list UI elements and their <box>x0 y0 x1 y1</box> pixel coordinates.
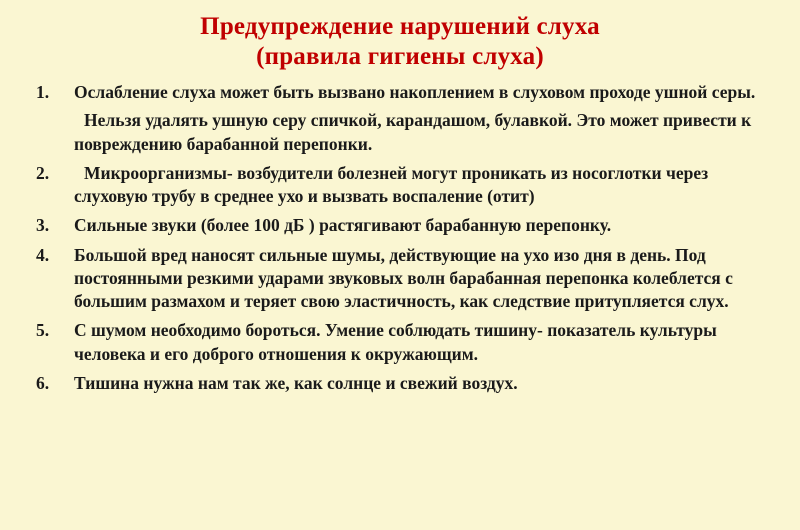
list-item <box>22 81 778 156</box>
list-item-body <box>74 372 778 395</box>
list-item <box>22 372 778 395</box>
page-title-line-1: Предупреждение нарушений слуха <box>200 13 600 40</box>
list-item-number: 4. <box>36 244 50 265</box>
list-item-body <box>74 244 778 314</box>
list-item-body <box>74 162 778 209</box>
list-item-body <box>74 319 778 366</box>
list-item <box>22 244 778 314</box>
list-item-paragraph: Нельзя удалять ушную серу спичкой, карандашом, булавкой. Это может привести к повреждению барабанной перепонки. <box>74 110 752 154</box>
list-item <box>22 162 778 209</box>
list-item <box>22 214 778 237</box>
page-title <box>22 12 778 71</box>
list-item-body <box>74 214 778 237</box>
list-item-number: 5. <box>36 320 50 341</box>
list-item <box>22 319 778 366</box>
rules-list <box>22 81 778 395</box>
list-item-number: 2. <box>36 162 50 183</box>
list-item-number: 6. <box>36 372 50 393</box>
list-item-paragraph: С шумом необходимо бороться. Умение соблюдать тишину- показатель культуры человека и его доброго отношения к окружающим. <box>74 320 717 364</box>
list-item-paragraph: Микроорганизмы- возбудители болезней могут проникать из носоглотки через слуховую трубу в среднее ухо и вызвать воспаление (отит) <box>74 162 709 207</box>
list-item-paragraph: Тишина нужна нам так же, как солнце и свежий воздух. <box>74 372 518 393</box>
list-item-paragraph: Большой вред наносят сильные шумы, действующие на ухо изо дня в день. Под постоянными резкими ударами звуковых волн барабанная перепонка колеблется с большим размахом и теряет свою эластичность, как следствие притупляется слух. <box>74 244 733 312</box>
page-title-line-2: (правила гигиены слуха) <box>256 42 544 70</box>
list-item-number: 1. <box>36 82 50 102</box>
list-item-number: 3. <box>36 215 50 236</box>
list-item-paragraph: Ослабление слуха может быть вызвано накоплением в слуховом проходе ушной серы. <box>74 82 756 102</box>
list-item-body <box>74 81 778 156</box>
list-item-paragraph: Сильные звуки (более 100 дБ ) растягивают барабанную перепонку. <box>74 215 612 236</box>
